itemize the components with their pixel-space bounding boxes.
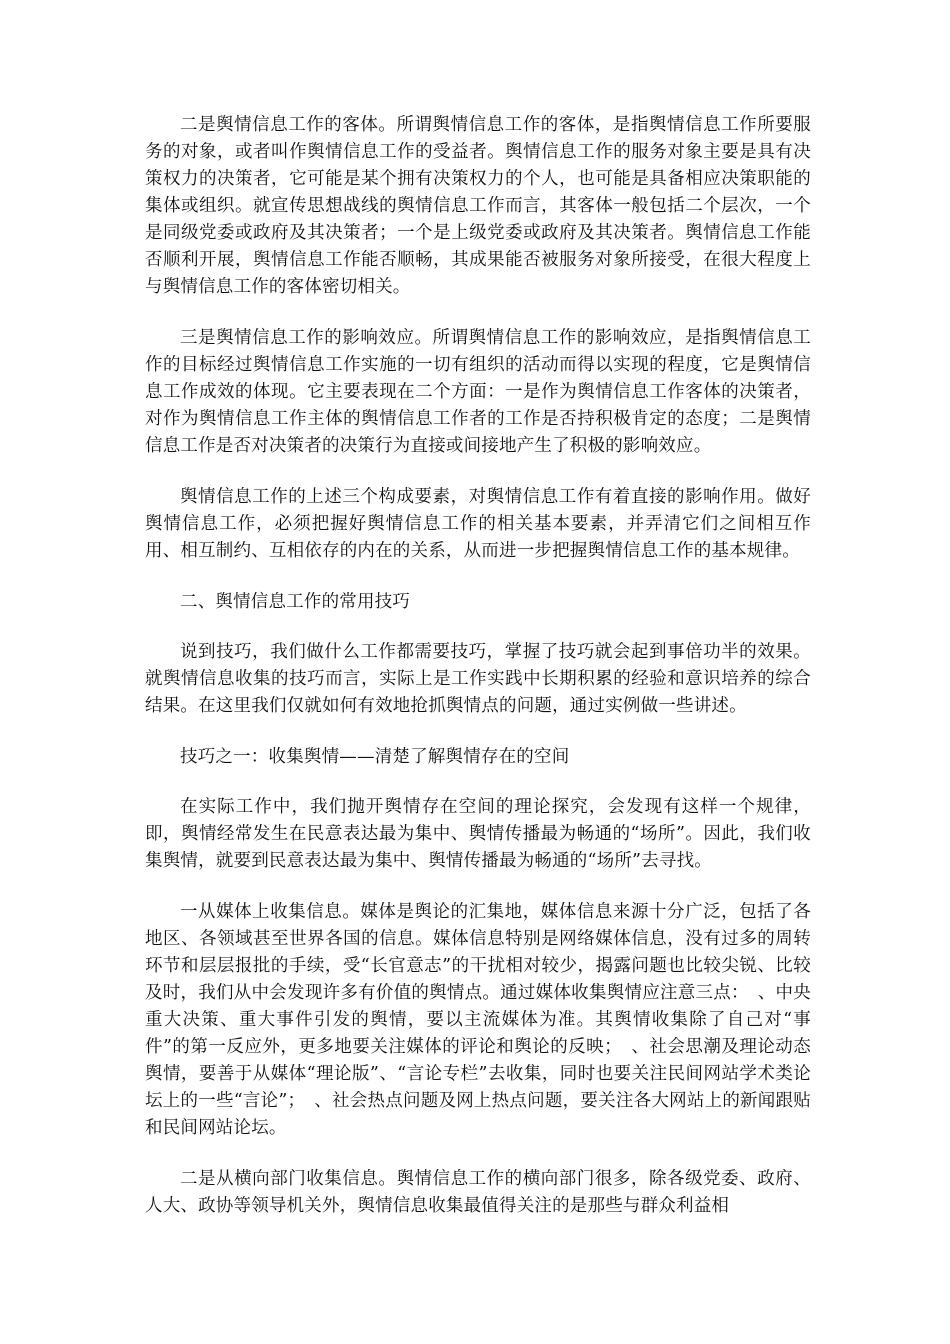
subheading-technique-one: 技巧之一：收集舆情——清楚了解舆情存在的空间 (180, 747, 570, 767)
document-body (145, 112, 811, 1244)
paragraph-object-of-work: 二是舆情信息工作的客体。所谓舆情信息工作的客体，是指舆情信息工作所要服务的对象，或者叫作舆情信息工作的受益者。舆情信息工作的服务对象主要是具有决策权力的决策者，它可能是某个拥有决策权力的个人，也可能是具备相应决策职能的集体或组织。就宣传思想战线的舆情信息工作而言，其客体一般包括二个层次，一个是同级党委或政府及其决策者；一个是上级党委或政府及其决策者。舆情信息工作能否顺利开展，舆情信息工作能否顺畅，其成果能否被服务对象所接受，在很大程度上与舆情信息工作的客体密切相关。 (145, 115, 811, 297)
paragraph-about-techniques: 说到技巧，我们做什么工作都需要技巧，掌握了技巧就会起到事倍功半的效果。就舆情信息收集的技巧而言，实际上是工作实践中长期积累的经验和意识培养的综合结果。在这里我们仅就如何有效地抢抓舆情点的问题，通过实例做一些讲述。 (145, 642, 811, 716)
paragraph-impact-effect: 三是舆情信息工作的影响效应。所谓舆情信息工作的影响效应，是指舆情信息工作的目标经过舆情信息工作实施的一切有组织的活动而得以实现的程度，它是舆情信息工作成效的体现。它主要表现在二个方面：一是作为舆情信息工作客体的决策者，对作为舆情信息工作主体的舆情信息工作者的工作是否持积极肯定的态度；二是舆情信息工作是否对决策者的决策行为直接或间接地产生了积极的影响效应。 (145, 328, 811, 456)
section-heading-common-techniques: 二、舆情信息工作的常用技巧 (180, 592, 411, 612)
paragraph-collect-from-media: 一从媒体上收集信息。媒体是舆论的汇集地，媒体信息来源十分广泛，包括了各地区、各领域甚至世界各国的信息。媒体信息特别是网络媒体信息，没有过多的周转环节和层层报批的手续，受“长官意志”的干扰相对较少，揭露问题也比较尖锐、比较及时，我们从中会发现许多有价值的舆情点。通过媒体收集舆情应注意三点： 、中央重大决策、重大事件引发的舆情，要以主流媒体为准。其舆情收集除了自己对“事件”的第一反应外，更多地要关注媒体的评论和舆论的反映； 、社会思潮及理论动态舆情，要善于从媒体“理论版”、“言论专栏”去收集，同时也要关注民间网站学术类论坛上的一些“言论”； 、社会热点问题及网上热点问题，要关注各大网站上的新闻跟贴和民间网站论坛。 (145, 902, 811, 1138)
paragraph-collect-from-departments: 二是从横向部门收集信息。舆情信息工作的横向部门很多，除各级党委、政府、人大、政协等领导机关外，舆情信息收集最值得关注的是那些与群众利益相 (145, 1169, 811, 1216)
paragraph-three-elements-summary: 舆情信息工作的上述三个构成要素，对舆情信息工作有着直接的影响作用。做好舆情信息工作，必须把握好舆情信息工作的相关基本要素，并弄清它们之间相互作用、相互制约、互相依存的内在的关系，从而进一步把握舆情信息工作的基本规律。 (145, 487, 811, 561)
paragraph-where-opinion-occurs: 在实际工作中，我们抛开舆情存在空间的理论探究，会发现有这样一个规律，即，舆情经常发生在民意表达最为集中、舆情传播最为畅通的“场所”。因此，我们收集舆情，就要到民意表达最为集中、舆情传播最为畅通的“场所”去寻找。 (145, 797, 811, 871)
